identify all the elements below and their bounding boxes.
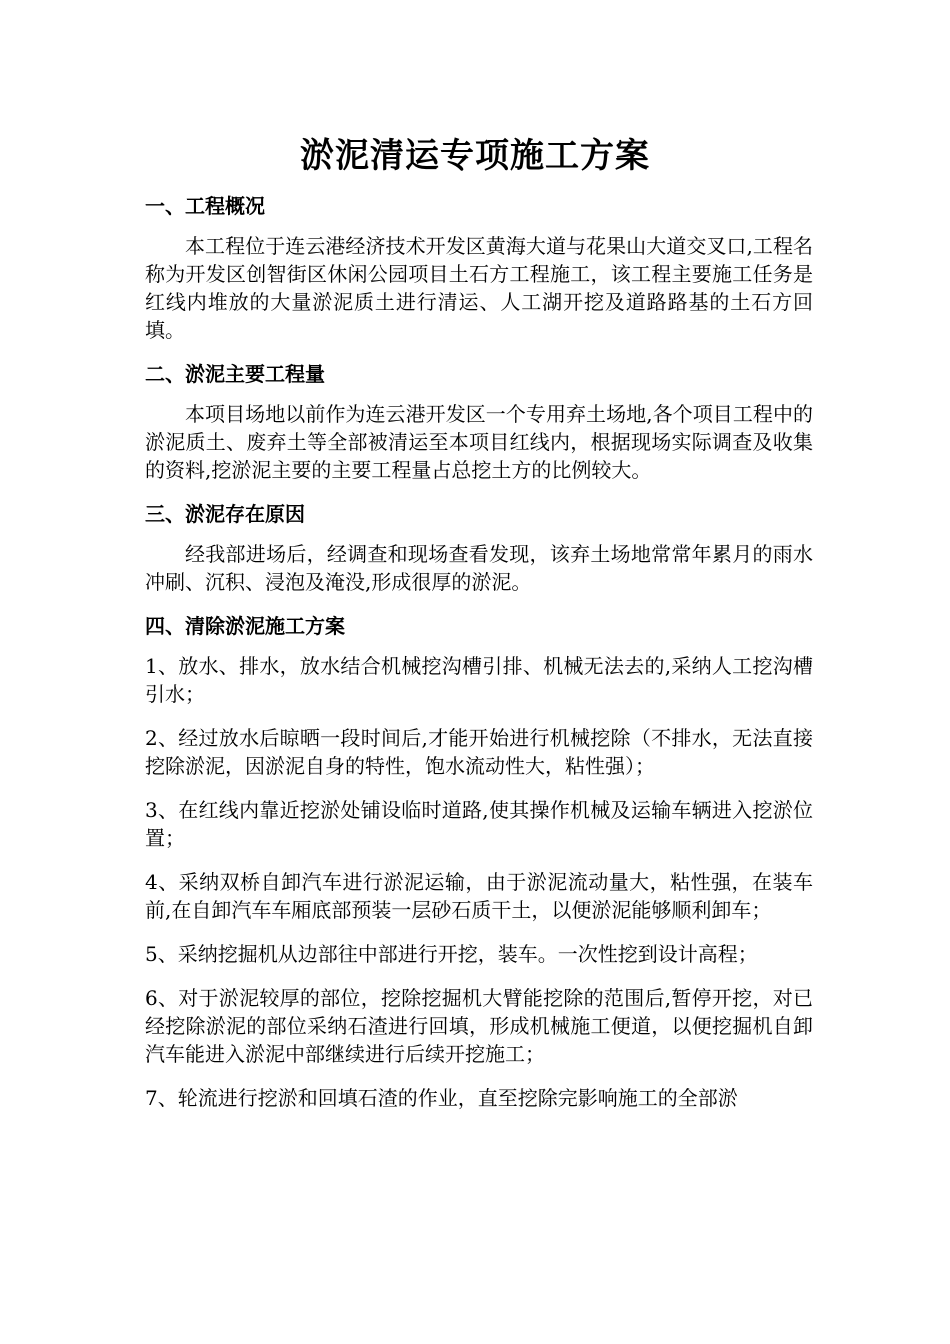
section-heading-overview: 一、工程概况 <box>145 194 265 218</box>
section-heading-plan: 四、清除淤泥施工方案 <box>145 614 345 638</box>
document-title: 淤泥清运专项施工方案 <box>300 136 650 176</box>
section-heading-cause: 三、淤泥存在原因 <box>145 502 305 526</box>
plan-step-3: 3、在红线内靠近挖淤处铺设临时道路,使其操作机械及运输车辆进入挖淤位置； <box>145 798 813 850</box>
plan-step-1: 1、放水、排水，放水结合机械挖沟槽引排、机械无法去的,采纳人工挖沟槽引水； <box>145 654 813 706</box>
plan-step-2: 2、经过放水后晾晒一段时间后,才能开始进行机械挖除（不排水，无法直接挖除淤泥，因淤泥自身的特性，饱水流动性大，粘性强）； <box>145 726 813 778</box>
plan-step-7: 7、轮流进行挖淤和回填石渣的作业，直至挖除完影响施工的全部淤 <box>145 1086 738 1110</box>
plan-step-5: 5、采纳挖掘机从边部往中部进行开挖，装车。一次性挖到设计高程； <box>145 942 758 966</box>
section-paragraph-cause: 经我部进场后，经调查和现场查看发现，该弃土场地常常年累月的雨水冲刷、沉积、浸泡及淹没,形成很厚的淤泥。 <box>145 542 813 594</box>
section-heading-quantity: 二、淤泥主要工程量 <box>145 362 325 386</box>
plan-step-4: 4、采纳双桥自卸汽车进行淤泥运输，由于淤泥流动量大，粘性强，在装车前,在自卸汽车车厢底部预装一层砂石质干土，以便淤泥能够顺利卸车； <box>145 870 813 922</box>
document-body <box>145 192 813 1128</box>
section-paragraph-overview: 本工程位于连云港经济技术开发区黄海大道与花果山大道交叉口,工程名称为开发区创智街区休闲公园项目土石方工程施工，该工程主要施工任务是红线内堆放的大量淤泥质土进行清运、人工湖开挖及道路路基的土石方回填。 <box>145 234 813 342</box>
plan-step-6: 6、对于淤泥较厚的部位，挖除挖掘机大臂能挖除的范围后,暂停开挖，对已经挖除淤泥的部位采纳石渣进行回填，形成机械施工便道，以便挖掘机自卸汽车能进入淤泥中部继续进行后续开挖施工； <box>145 986 813 1066</box>
section-paragraph-quantity: 本项目场地以前作为连云港开发区一个专用弃土场地,各个项目工程中的淤泥质土、废弃土等全部被清运至本项目红线内，根据现场实际调查及收集的资料,挖淤泥主要的主要工程量占总挖土方的比例较大。 <box>145 402 813 482</box>
